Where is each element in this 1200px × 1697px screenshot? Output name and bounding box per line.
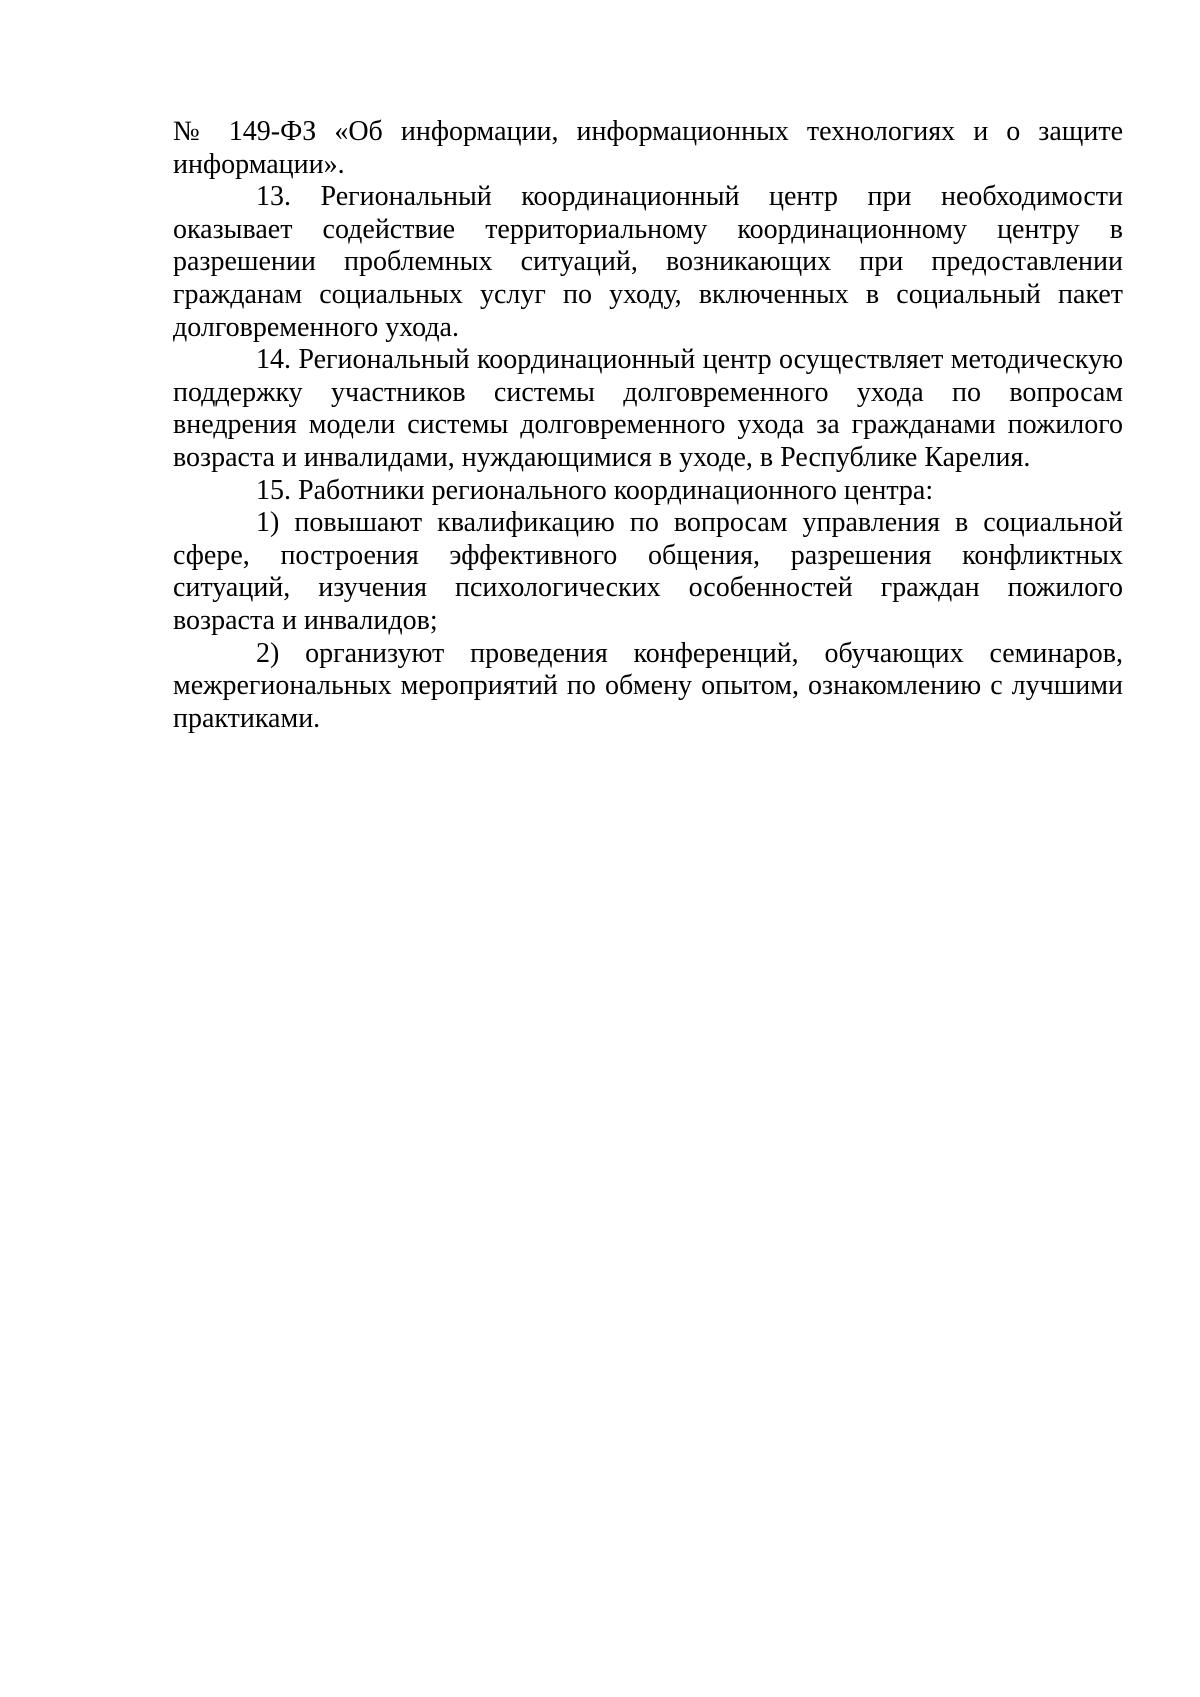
paragraph-14: 14. Региональный координационный центр осуществляет методическую поддержку участников системы долговременного ухода по вопросам внедрения модели системы долговременного ухода за гражданами пожилого возраста и инвалидами, нуждающимися в уходе, в Республике Карелия.	[173, 344, 1123, 473]
paragraph-15: 15. Работники регионального координационного центра:	[256, 474, 934, 506]
paragraph-15-item-2: 2) организуют проведения конференций, обучающих семинаров, межрегиональных мероприятий по обмену опытом, ознакомлению с лучшими практиками.	[173, 637, 1123, 734]
paragraph-law-reference: № 149-ФЗ «Об информации, информационных технологиях и о защите информации».	[173, 116, 1123, 180]
paragraph-13: 13. Региональный координационный центр при необходимости оказывает содействие территориальному координационному центру в разрешении проблемных ситуаций, возникающих при предоставлении гражданам социальных услуг по уходу, включенных в социальный пакет долговременного ухода.	[173, 181, 1123, 343]
document-body	[173, 116, 1123, 735]
paragraph-15-item-1: 1) повышают квалификацию по вопросам управления в социальной сфере, построения эффективного общения, разрешения конфликтных ситуаций, изучения психологических особенностей граждан пожилого возраста и инвалидов;	[173, 507, 1123, 636]
